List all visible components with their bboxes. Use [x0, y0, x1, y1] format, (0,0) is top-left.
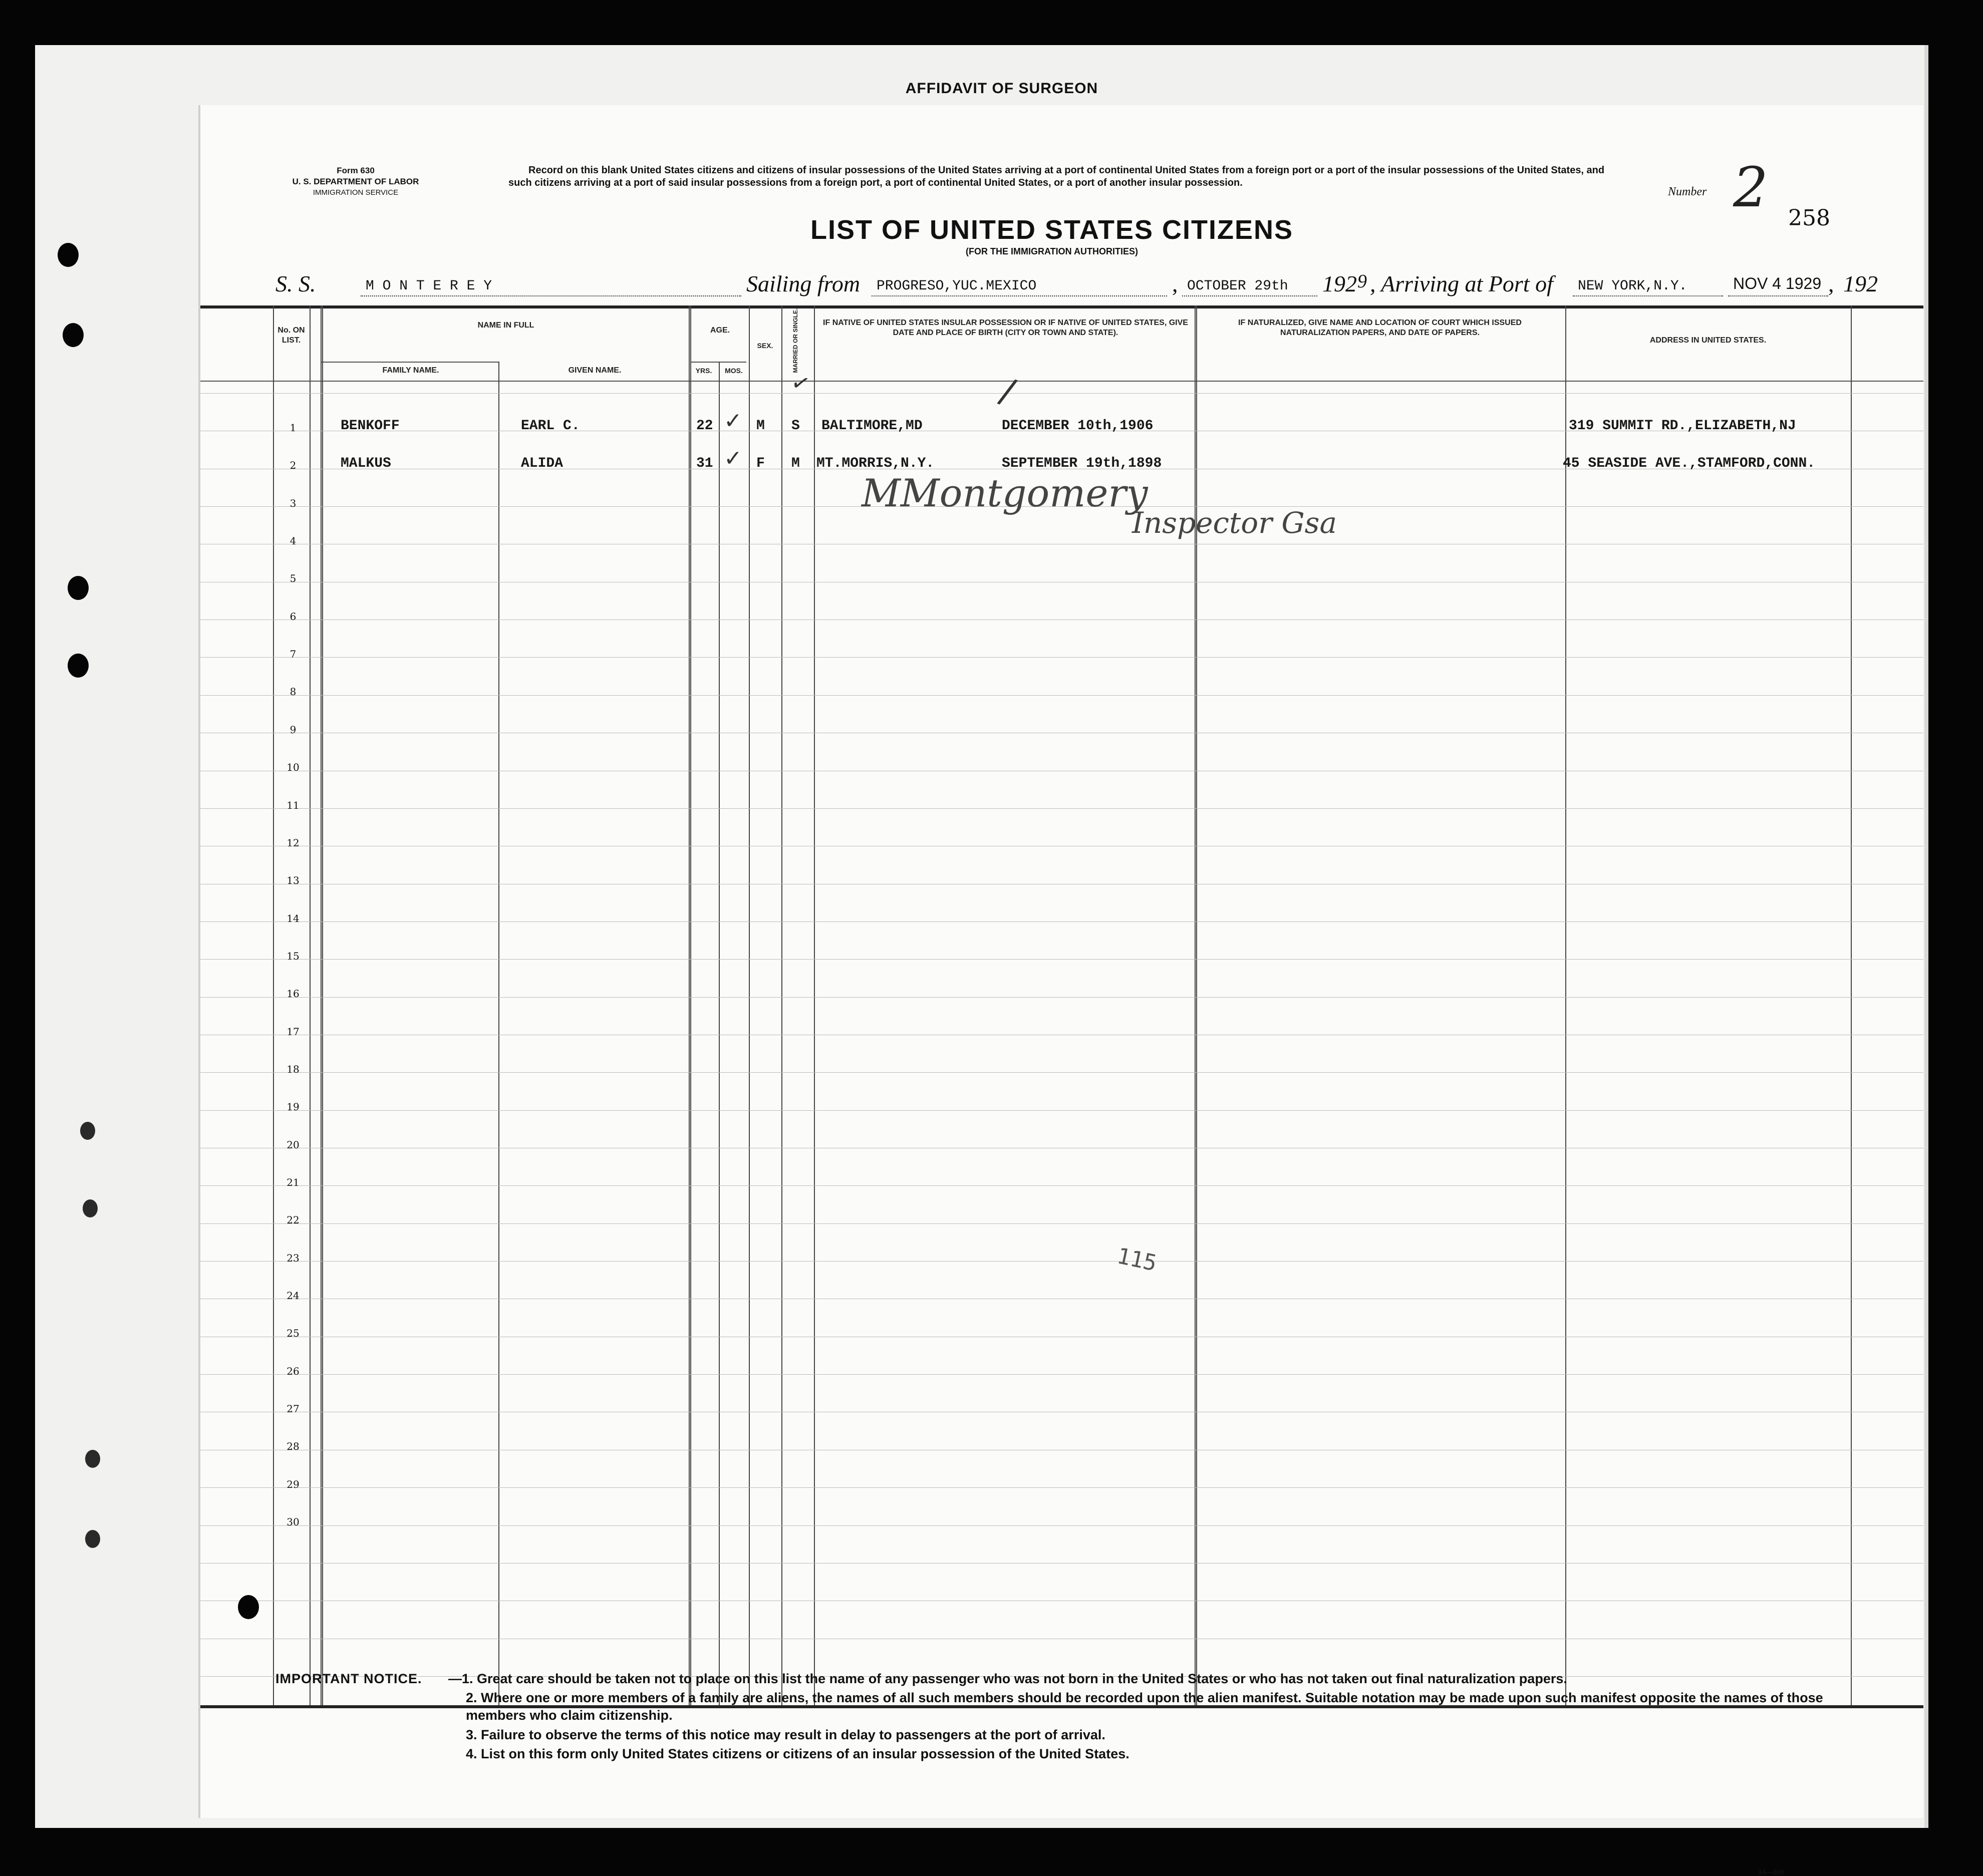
row-rule	[200, 1223, 1923, 1224]
notice-item: 4. List on this form only United States citizens or citizens of an insular possession of the United States.	[466, 1746, 1129, 1761]
page-title: LIST OF UNITED STATES CITIZENS	[810, 215, 1293, 245]
manifest-form	[200, 105, 1923, 1876]
row-rule	[200, 1185, 1923, 1186]
row-rule	[200, 1563, 1923, 1564]
header-mos: MOS.	[725, 367, 743, 375]
department-name: U. S. DEPARTMENT OF LABOR	[292, 177, 419, 186]
check-mark-icon: ✓	[788, 369, 813, 398]
arrival-year: 192	[1843, 271, 1878, 296]
header-family-name: FAMILY NAME.	[382, 366, 439, 375]
given-name: ALIDA	[521, 456, 563, 471]
ship-name: M O N T E R E Y	[366, 278, 492, 294]
row-number: 19	[287, 1101, 300, 1113]
check-mark-icon: ✓	[724, 446, 742, 471]
birth-date: SEPTEMBER 19th,1898	[1002, 456, 1162, 471]
row-rule	[200, 959, 1923, 960]
us-address: 319 SUMMIT RD.,ELIZABETH,NJ	[1569, 418, 1796, 434]
binder-hole	[85, 1530, 100, 1548]
number-label: Number	[1668, 185, 1707, 198]
row-rule	[200, 1374, 1923, 1375]
row-number: 22	[287, 1214, 300, 1226]
year-prefix: 192	[1322, 271, 1357, 296]
row-number: 13	[287, 874, 300, 887]
to-port-underline	[1573, 295, 1723, 296]
us-address: 45 SEASIDE AVE.,STAMFORD,CONN.	[1563, 456, 1816, 471]
row-rule	[200, 393, 1923, 394]
from-port: PROGRESO,YUC.MEXICO	[877, 278, 1037, 294]
binder-hole	[238, 1595, 259, 1619]
binder-hole	[80, 1122, 95, 1140]
birth-date: DECEMBER 10th,1906	[1002, 418, 1154, 434]
inspector-title: Inspector Gsa	[1132, 506, 1337, 540]
header-top-rule	[200, 305, 1923, 308]
form-code: 14—606	[1758, 1868, 1785, 1876]
binder-hole	[58, 243, 79, 267]
binder-hole	[68, 654, 89, 678]
inspector-signature: MMontgomery	[862, 471, 1148, 515]
sailing-label: Sailing from	[746, 271, 861, 296]
row-number: 1	[290, 422, 297, 434]
row-number: 2	[290, 459, 297, 471]
family-name: BENKOFF	[341, 418, 400, 434]
header-married-single: MARRIED OR SINGLE.	[792, 308, 799, 373]
from-port-underline	[872, 295, 1167, 296]
row-number: 11	[287, 799, 300, 811]
affidavit-title: AFFIDAVIT OF SURGEON	[905, 80, 1098, 97]
row-number: 23	[287, 1252, 300, 1264]
row-number: 5	[290, 572, 297, 585]
row-number: 14	[287, 912, 300, 924]
row-number: 25	[287, 1327, 300, 1340]
header-sex: SEX.	[757, 342, 773, 350]
to-port: NEW YORK,N.Y.	[1578, 278, 1687, 294]
birth-place: MT.MORRIS,N.Y.	[816, 456, 935, 471]
given-name: EARL C.	[521, 418, 580, 434]
header-yrs: YRS.	[695, 367, 712, 375]
age-years: 31	[696, 456, 713, 471]
header-naturalized: IF NATURALIZED, GIVE NAME AND LOCATION OF COURT WHICH ISSUED NATURALIZATION PAPERS, AND DATE OF PAPERS.	[1238, 319, 1522, 337]
row-number: 7	[290, 648, 297, 661]
row-rule	[200, 1261, 1923, 1262]
row-rule	[200, 1110, 1923, 1111]
binder-hole	[85, 1450, 100, 1468]
row-rule	[200, 657, 1923, 658]
form-number: Form 630	[337, 166, 375, 175]
sex: M	[756, 418, 765, 434]
marital-status: M	[791, 456, 800, 471]
arriving-label: , Arriving at Port of	[1370, 271, 1553, 296]
row-number: 12	[287, 836, 300, 849]
row-rule	[200, 997, 1923, 998]
stamp-number: 115	[1114, 1243, 1159, 1277]
binder-hole	[63, 323, 84, 347]
row-number: 3	[290, 497, 297, 509]
row-number: 20	[287, 1138, 300, 1151]
header-birth: IF NATIVE OF UNITED STATES INSULAR POSSESSION OR IF NATIVE OF UNITED STATES, GIVE DATE AND PLACE OF BIRTH (CITY OR TOWN AND STATE).	[823, 319, 1188, 337]
row-number: 28	[287, 1440, 300, 1453]
sheet-edge	[1924, 45, 1928, 1828]
row-number: 9	[290, 723, 297, 736]
arrival-stamp: NOV 4 1929	[1733, 274, 1822, 292]
row-number: 18	[287, 1063, 300, 1075]
page-number: 258	[1788, 205, 1830, 231]
row-rule	[200, 1525, 1923, 1526]
row-rule	[200, 808, 1923, 809]
row-number: 29	[287, 1478, 300, 1490]
row-rule	[200, 1487, 1923, 1488]
row-number: 21	[287, 1176, 300, 1188]
notice-item: 2. Where one or more members of a family are aliens, the names of all such members should be recorded upon the alien manifest. Suitable notation may be made upon such manifest opposite the names of those members who claim citizenship.	[466, 1690, 1823, 1723]
header-bottom-rule	[200, 381, 1923, 382]
check-mark-icon: ✓	[724, 408, 742, 434]
form-identifier	[275, 165, 436, 198]
service-name: IMMIGRATION SERVICE	[313, 188, 399, 197]
header-address: ADDRESS IN UNITED STATES.	[1649, 336, 1767, 345]
marital-status: S	[791, 418, 800, 434]
passenger-table	[200, 305, 1923, 1705]
form-instructions: Record on this blank United States citizens and citizens of insular possessions of the United States arriving at a port of continental United States from a foreign port or a port of the insular possessions of the United States, and such citizens arriving at a port of said insular possessions from a foreign port, a port of continental United States, or a port of another insular possession.	[508, 165, 1605, 188]
header-name-in-full: NAME IN FULL	[477, 321, 534, 330]
row-number: 26	[287, 1365, 300, 1377]
row-number: 24	[287, 1290, 300, 1302]
row-rule	[200, 695, 1923, 696]
row-number: 10	[287, 761, 300, 774]
stamp-underline	[1728, 295, 1828, 296]
row-number: 30	[287, 1516, 300, 1528]
header-no-on-list: No. ON LIST.	[277, 326, 305, 345]
binder-hole	[68, 576, 89, 600]
header-given-name: GIVEN NAME.	[568, 366, 622, 375]
birth-place: BALTIMORE,MD	[821, 418, 923, 434]
age-years: 22	[696, 418, 713, 434]
header-age: AGE.	[710, 326, 730, 335]
ship-underline	[361, 295, 741, 296]
sex: F	[756, 456, 765, 471]
voyage-line: S. S. M O N T E R E Y Sailing from PROGRESO,YUC.MEXICO , OCTOBER 29th 192 9 , Arriving at Port of NEW YORK,N.Y. NOV 4 1929 , 192	[275, 271, 1878, 296]
notice-item: —1. Great care should be taken not to place on this list the name of any passenger who was not born in the United States or who has not taken out final naturalization papers.	[448, 1671, 1567, 1686]
date-underline	[1182, 295, 1317, 296]
check-mark-icon: /	[995, 370, 1020, 413]
notice-item: 3. Failure to observe the terms of this notice may result in delay to passengers at the port of arrival.	[466, 1727, 1105, 1742]
row-number: 8	[290, 686, 297, 698]
year-suffix: 9	[1357, 271, 1367, 292]
notice-lead: IMPORTANT NOTICE.	[275, 1671, 422, 1686]
row-number: 15	[287, 950, 300, 962]
row-number: 17	[287, 1025, 300, 1038]
row-number: 16	[287, 988, 300, 1000]
family-name: MALKUS	[341, 456, 391, 471]
binder-hole	[83, 1199, 98, 1217]
sailing-date: OCTOBER 29th	[1187, 278, 1288, 294]
page-subtitle: (FOR THE IMMIGRATION AUTHORITIES)	[966, 246, 1138, 256]
row-rule	[200, 1072, 1923, 1073]
row-number: 4	[290, 535, 297, 547]
number-value: 2	[1733, 155, 1768, 219]
row-rule	[200, 921, 1923, 922]
row-number: 6	[290, 610, 297, 622]
row-number: 27	[287, 1403, 300, 1415]
row-rule	[200, 619, 1923, 620]
ss-label: S. S.	[275, 271, 316, 296]
